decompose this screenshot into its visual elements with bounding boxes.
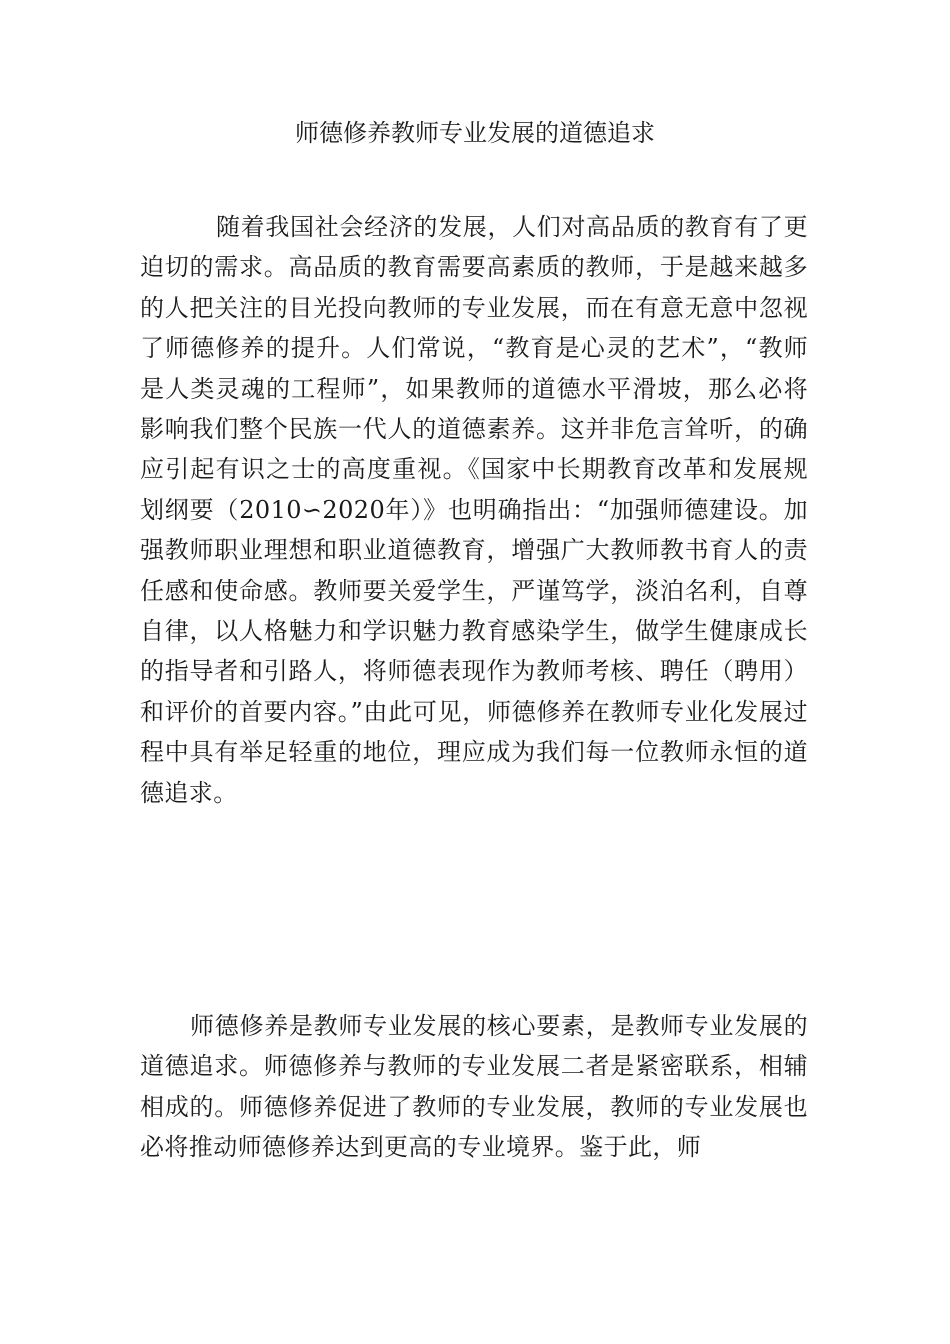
paragraph-2: 师德修养是教师专业发展的核心要素，是教师专业发展的道德追求。师德修养与教师的专业发展二者是紧密联系，相辅相成的。师德修养促进了教师的专业发展，教师的专业发展也必将推动师德修养达到更高的专业境界。鉴于此，师 xyxy=(140,1012,808,1162)
paragraph-1: 随着我国社会经济的发展，人们对高品质的教育有了更迫切的需求。高品质的教育需要高素质的教师，于是越来越多的人把关注的目光投向教师的专业发展，而在有意无意中忽视了师德修养的提升。人们常说，“教育是心灵的艺术”，“教师是人类灵魂的工程师”，如果教师的道德水平滑坡，那么必将影响我们整个民族一代人的道德素养。这并非危言耸听，的确应引起有识之士的高度重视。《国家中长期教育改革和发展规划纲要（2010∽2020年）》也明确指出：“加强师德建设。加强教师职业理想和职业道德教育，增强广大教师教书育人的责任感和使命感。教师要关爱学生，严谨笃学，淡泊名利，自尊自律，以人格魅力和学识魅力教育感染学生，做学生健康成长的指导者和引路人，将师德表现作为教师考核、聘任（聘用）和评价的首要内容。”由此可见，师德修养在教师专业化发展过程中具有举足轻重的地位，理应成为我们每一位教师永恒的道德追求。 xyxy=(140,213,808,807)
document-title: 师德修养教师专业发展的道德追求 xyxy=(295,119,655,147)
